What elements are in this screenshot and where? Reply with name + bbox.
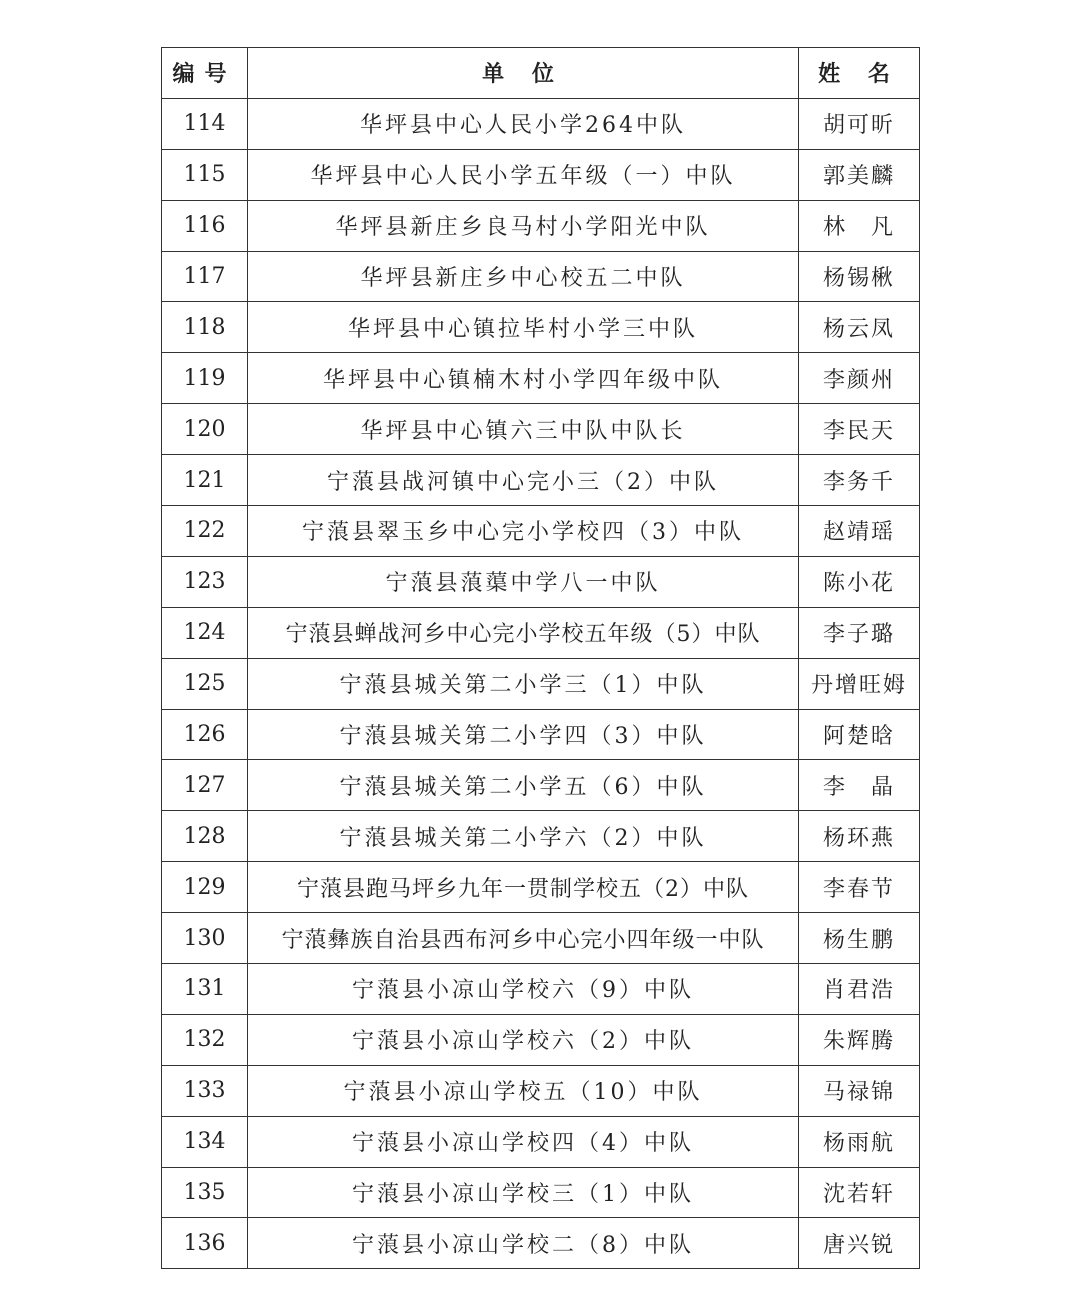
cell-name: 沈若轩	[799, 1167, 920, 1218]
cell-name: 李 晶	[799, 760, 920, 811]
table-row	[162, 1167, 920, 1218]
cell-number: 121	[162, 455, 248, 506]
cell-unit: 宁蒗彝族自治县西布河乡中心完小四年级一中队	[248, 913, 799, 964]
cell-unit: 华坪县中心镇拉毕村小学三中队	[248, 302, 799, 353]
cell-unit: 宁蒗县战河镇中心完小三（2）中队	[248, 455, 799, 506]
honor-list-table-container	[161, 47, 919, 1269]
cell-name: 阿楚晗	[799, 709, 920, 760]
cell-unit: 华坪县中心人民小学五年级（一）中队	[248, 149, 799, 200]
cell-number: 132	[162, 1014, 248, 1065]
header-name: 姓 名	[799, 48, 920, 99]
table-row	[162, 964, 920, 1015]
cell-number: 116	[162, 200, 248, 251]
header-number: 编号	[162, 48, 248, 99]
table-row	[162, 98, 920, 149]
cell-name: 杨生鹏	[799, 913, 920, 964]
cell-unit: 华坪县新庄乡良马村小学阳光中队	[248, 200, 799, 251]
cell-name: 唐兴锐	[799, 1218, 920, 1269]
cell-name: 李民天	[799, 404, 920, 455]
cell-number: 115	[162, 149, 248, 200]
cell-name: 杨云凤	[799, 302, 920, 353]
cell-number: 130	[162, 913, 248, 964]
cell-unit: 宁蒗县城关第二小学三（1）中队	[248, 658, 799, 709]
table-row	[162, 607, 920, 658]
cell-number: 127	[162, 760, 248, 811]
cell-number: 117	[162, 251, 248, 302]
cell-unit: 宁蒗县小凉山学校六（9）中队	[248, 964, 799, 1015]
cell-number: 128	[162, 811, 248, 862]
cell-unit: 华坪县中心镇楠木村小学四年级中队	[248, 353, 799, 404]
cell-number: 125	[162, 658, 248, 709]
cell-unit: 宁蒗县城关第二小学六（2）中队	[248, 811, 799, 862]
table-row	[162, 455, 920, 506]
cell-number: 114	[162, 98, 248, 149]
header-unit: 单 位	[248, 48, 799, 99]
table-row	[162, 1065, 920, 1116]
cell-unit: 宁蒗县城关第二小学五（6）中队	[248, 760, 799, 811]
table-row	[162, 709, 920, 760]
table-row	[162, 556, 920, 607]
cell-name: 陈小花	[799, 556, 920, 607]
table-row	[162, 1116, 920, 1167]
cell-name: 林 凡	[799, 200, 920, 251]
cell-name: 杨锡楸	[799, 251, 920, 302]
cell-number: 131	[162, 964, 248, 1015]
table-row	[162, 149, 920, 200]
cell-name: 李春节	[799, 862, 920, 913]
cell-unit: 宁蒗县小凉山学校二（8）中队	[248, 1218, 799, 1269]
table-row	[162, 404, 920, 455]
cell-unit: 宁蒗县小凉山学校四（4）中队	[248, 1116, 799, 1167]
cell-unit: 华坪县新庄乡中心校五二中队	[248, 251, 799, 302]
cell-unit: 宁蒗县跑马坪乡九年一贯制学校五（2）中队	[248, 862, 799, 913]
cell-number: 120	[162, 404, 248, 455]
table-row	[162, 811, 920, 862]
cell-name: 赵靖瑶	[799, 506, 920, 557]
cell-unit: 宁蒗县小凉山学校三（1）中队	[248, 1167, 799, 1218]
cell-name: 丹增旺姆	[799, 658, 920, 709]
table-row	[162, 506, 920, 557]
cell-name: 杨环燕	[799, 811, 920, 862]
cell-unit: 宁蒗县城关第二小学四（3）中队	[248, 709, 799, 760]
cell-name: 郭美麟	[799, 149, 920, 200]
table-header	[162, 48, 920, 99]
table-row	[162, 862, 920, 913]
cell-number: 118	[162, 302, 248, 353]
cell-number: 136	[162, 1218, 248, 1269]
cell-number: 122	[162, 506, 248, 557]
cell-number: 119	[162, 353, 248, 404]
cell-number: 123	[162, 556, 248, 607]
cell-name: 胡可昕	[799, 98, 920, 149]
cell-unit: 华坪县中心镇六三中队中队长	[248, 404, 799, 455]
cell-unit: 宁蒗县小凉山学校六（2）中队	[248, 1014, 799, 1065]
cell-number: 124	[162, 607, 248, 658]
table-row	[162, 1014, 920, 1065]
table-row	[162, 302, 920, 353]
cell-number: 134	[162, 1116, 248, 1167]
honor-list-table	[161, 47, 920, 1269]
cell-number: 129	[162, 862, 248, 913]
table-row	[162, 913, 920, 964]
cell-unit: 宁蒗县翠玉乡中心完小学校四（3）中队	[248, 506, 799, 557]
table-body	[162, 98, 920, 1268]
cell-number: 126	[162, 709, 248, 760]
table-row	[162, 200, 920, 251]
cell-name: 李子璐	[799, 607, 920, 658]
cell-name: 杨雨航	[799, 1116, 920, 1167]
cell-number: 133	[162, 1065, 248, 1116]
table-row	[162, 760, 920, 811]
cell-unit: 宁蒗县小凉山学校五（10）中队	[248, 1065, 799, 1116]
cell-name: 李务千	[799, 455, 920, 506]
table-row	[162, 353, 920, 404]
cell-name: 李颜州	[799, 353, 920, 404]
cell-name: 朱辉腾	[799, 1014, 920, 1065]
table-row	[162, 1218, 920, 1269]
cell-unit: 宁蒗县蒗蕖中学八一中队	[248, 556, 799, 607]
table-row	[162, 251, 920, 302]
cell-name: 马禄锦	[799, 1065, 920, 1116]
cell-unit: 宁蒗县蝉战河乡中心完小学校五年级（5）中队	[248, 607, 799, 658]
cell-number: 135	[162, 1167, 248, 1218]
table-row	[162, 658, 920, 709]
cell-name: 肖君浩	[799, 964, 920, 1015]
header-row	[162, 48, 920, 99]
cell-unit: 华坪县中心人民小学264中队	[248, 98, 799, 149]
